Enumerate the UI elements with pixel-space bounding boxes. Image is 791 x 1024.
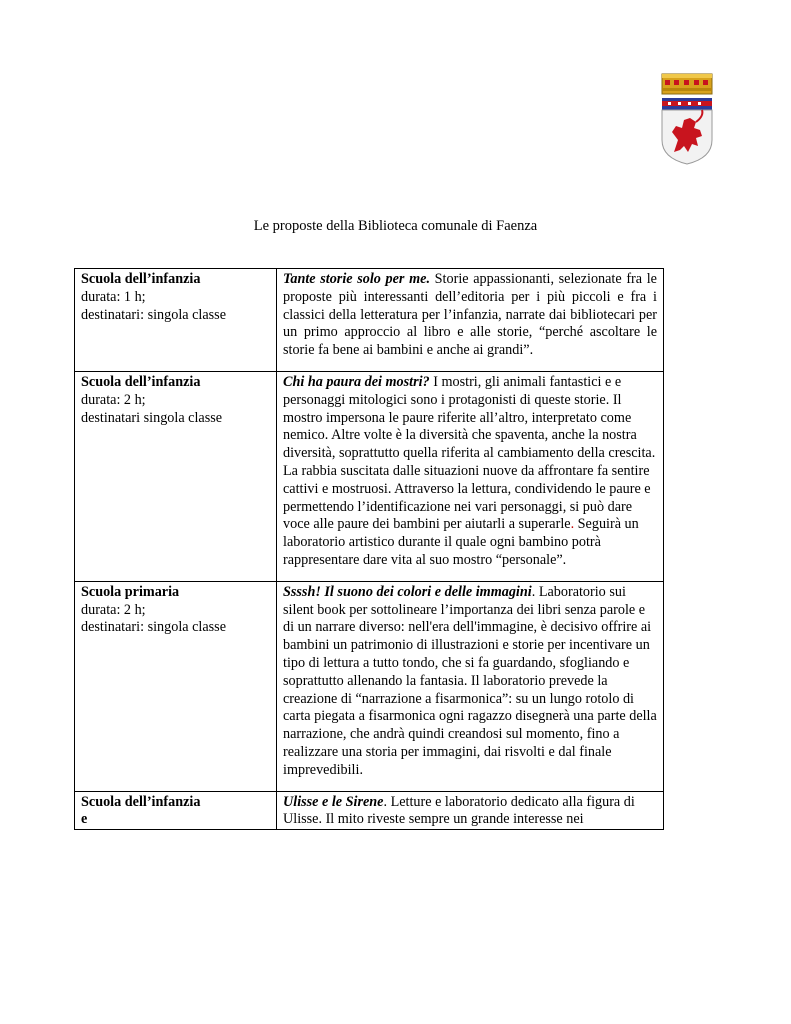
row-label-cell [75, 581, 277, 791]
activity-description: I mostri, gli animali fantastici e e personaggi mitologici sono i protagonisti di queste storie. Il mostro impersona le paure riferite all’altro, interpretato come nemico. Altre volte è la diversità che spaventa, anche la nostra diversità, soprattutto quella riferita al cambiamento della crescita. La rabbia suscitata dalle situazioni nuove da affrontare fa sentire cattivi e mostruosi. Attraverso la lettura, condividendo le paure e permettendo l’identificazione nei vari personaggi, si può dare voce alle paure dei bambini per aiutarli a superarle [283, 373, 656, 533]
activity-description: . Laboratorio sui silent book per sottolineare l’importanza dei libri senza parole e di un narrare diverso: nell'era dell'immagine, è decisivo offrire ai bambini un patrimonio di illustrazioni e storie per incentivare un tipo di lettura a tutto tondo, che si fa guardando, sfogliando e soprattutto allenando la fantasia. Il laboratorio prevede la creazione di “narrazione a fisarmonica”: su un lungo rotolo di carta piegata a fisarmonica ogni ragazzo disegnerà una parte della narrazione, che andrà quindi creandosi sul momento, fino a realizzare una storia per immagini, dai risvolti e dal finale imprevedibili. [283, 583, 657, 778]
school-level: Scuola primaria [81, 583, 180, 600]
school-level: Scuola dell’infanzia [81, 271, 201, 287]
page-title: Le proposte della Biblioteca comunale di Faenza [253, 218, 538, 234]
audience: destinatari: singola classe [81, 619, 226, 636]
faenza-coat-of-arms-icon [660, 70, 714, 166]
table-row [75, 269, 664, 372]
duration: durata: 2 h; [81, 601, 146, 618]
activity-title: Ssssh! Il suono dei colori e delle immagini [283, 583, 532, 600]
row-label-cell [75, 791, 277, 830]
activity-title: Chi ha paura dei mostri? [283, 373, 430, 390]
school-level-continued: e [81, 811, 88, 828]
activity-title: Tante storie solo per me. [283, 271, 430, 287]
row-description-cell [277, 269, 664, 372]
row-label-cell [75, 371, 277, 581]
program-table [74, 268, 664, 830]
audience: destinatari singola classe [81, 409, 223, 426]
school-level: Scuola dell’infanzia [81, 793, 201, 810]
period-mark: . [570, 516, 575, 533]
activity-description: Storie appassionanti, selezionate fra le proposte più interessanti dell’editoria per i più piccoli e fra i classici della letteratura per l’infanzia, narrate dai bibliotecari per un primo approccio al libro e alle storie, “perché ascoltare le storie fa bene ai bambini e anche ai grandi”. [283, 271, 657, 359]
duration: durata: 2 h; [81, 391, 146, 408]
row-description-cell [277, 581, 664, 791]
audience: destinatari: singola classe [81, 306, 226, 323]
school-level: Scuola dell’infanzia [81, 373, 201, 390]
table-row [75, 371, 664, 581]
row-description-cell [277, 371, 664, 581]
table-row [75, 581, 664, 791]
row-description-cell [277, 791, 664, 830]
activity-description-tail: Seguirà un laboratorio artistico durante il quale ogni bambino potrà rappresentare dare vita al suo mostro “personale”. [283, 516, 639, 568]
activity-title: Ulisse e le Sirene [283, 793, 384, 810]
table-row [75, 791, 664, 830]
duration: durata: 1 h; [81, 288, 146, 305]
activity-description: . Letture e laboratorio dedicato alla figura di Ulisse. Il mito riveste sempre un grande interesse nei [283, 793, 635, 828]
row-label-cell [75, 269, 277, 372]
